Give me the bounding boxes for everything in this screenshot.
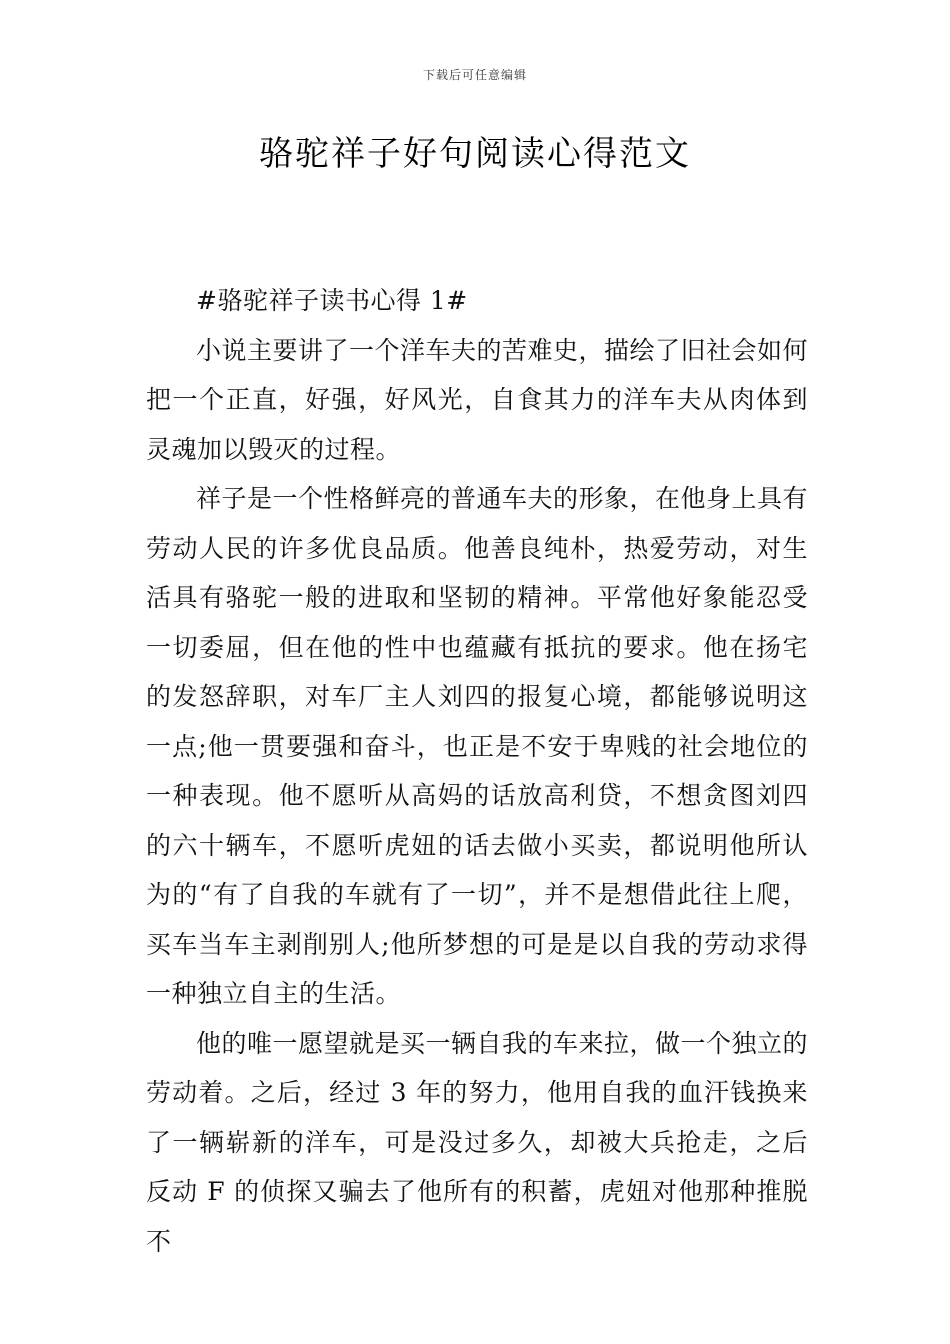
body-paragraph-2: 祥子是一个性格鲜亮的普通车夫的形象，在他身上具有劳动人民的许多优良品质。他善良纯朴，热爱劳动，对生活具有骆驼一般的进取和坚韧的精神。平常他好象能忍受一切委屈，但在他的性中也蕴藏有抵抗的要求。他在扬宅的发怒辞职，对车厂主人刘四的报复心境，都能够说明这一点;他一贯要强和奋斗，也正是不安于卑贱的社会地位的一种表现。他不愿听从高妈的话放高利贷，不想贪图刘四的六十辆车，不愿听虎妞的话去做小买卖，都说明他所认为的“有了自我的车就有了一切”，并不是想借此往上爬，买车当车主剥削别人;他所梦想的可是是以自我的劳动求得一种独立自主的生活。 [146, 484, 809, 1008]
body-paragraph-3: 他的唯一愿望就是买一辆自我的车来拉，做一个独立的劳动着。之后，经过 3 年的努力，他用自我的血汗钱换来了一辆崭新的洋车，可是没过多久，却被大兵抢走，之后反动 F 的侦探又骗去了他所有的积蓄，虎妞对他那种推脱不 [146, 1028, 809, 1256]
header-note: 下载后可任意编辑 [422, 68, 527, 82]
body-paragraph-1: 小说主要讲了一个洋车夫的苦难史，描绘了旧社会如何把一个正直，好强，好风光，自食其力的洋车夫从肉体到灵魂加以毁灭的过程。 [146, 335, 809, 464]
document-title: 骆驼祥子好句阅读心得范文 [259, 134, 691, 174]
document-body [146, 276, 808, 1266]
section-heading: #骆驼祥子读书心得 1# [196, 286, 468, 315]
